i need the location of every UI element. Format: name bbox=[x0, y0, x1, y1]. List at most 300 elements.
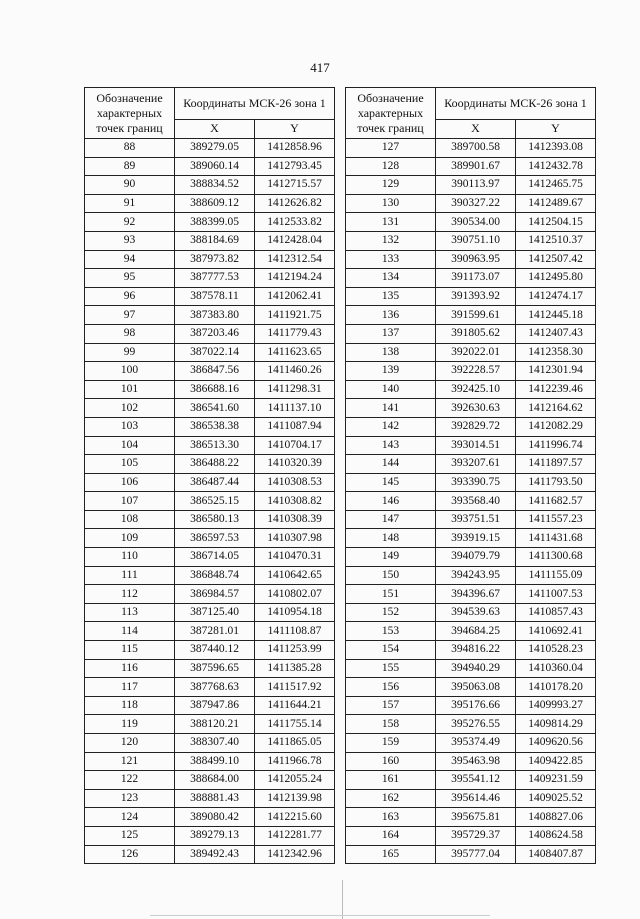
table-row bbox=[85, 362, 335, 381]
table-row bbox=[85, 436, 335, 455]
table-row bbox=[85, 287, 335, 306]
y-coordinate-cell: 1411007.53 bbox=[516, 585, 596, 604]
y-coordinate-cell: 1411779.43 bbox=[255, 324, 335, 343]
y-coordinate-cell: 1412715.57 bbox=[255, 176, 335, 195]
point-id-cell: 145 bbox=[346, 473, 436, 492]
x-coordinate-cell: 388499.10 bbox=[175, 752, 255, 771]
table-row bbox=[346, 455, 596, 474]
table-row bbox=[85, 826, 335, 845]
x-coordinate-cell: 394243.95 bbox=[436, 566, 516, 585]
y-coordinate-cell: 1412393.08 bbox=[516, 139, 596, 158]
point-id-cell: 128 bbox=[346, 157, 436, 176]
table-row bbox=[346, 771, 596, 790]
y-coordinate-cell: 1411517.92 bbox=[255, 678, 335, 697]
x-coordinate-cell: 389279.13 bbox=[175, 826, 255, 845]
x-coordinate-cell: 394816.22 bbox=[436, 641, 516, 660]
table-row bbox=[346, 808, 596, 827]
point-id-cell: 117 bbox=[85, 678, 175, 697]
table-row bbox=[346, 231, 596, 250]
table-row bbox=[85, 678, 335, 697]
table-row bbox=[346, 213, 596, 232]
point-id-cell: 133 bbox=[346, 250, 436, 269]
x-coordinate-cell: 386688.16 bbox=[175, 380, 255, 399]
y-coordinate-cell: 1410704.17 bbox=[255, 436, 335, 455]
x-coordinate-cell: 394396.67 bbox=[436, 585, 516, 604]
point-id-cell: 100 bbox=[85, 362, 175, 381]
y-coordinate-cell: 1412407.43 bbox=[516, 324, 596, 343]
x-coordinate-cell: 387022.14 bbox=[175, 343, 255, 362]
x-coordinate-cell: 387203.46 bbox=[175, 324, 255, 343]
y-coordinate-cell: 1412055.24 bbox=[255, 771, 335, 790]
table-row bbox=[346, 585, 596, 604]
y-coordinate-cell: 1410320.39 bbox=[255, 455, 335, 474]
y-coordinate-cell: 1412342.96 bbox=[255, 845, 335, 864]
point-id-cell: 153 bbox=[346, 622, 436, 641]
table-row bbox=[85, 269, 335, 288]
point-id-cell: 135 bbox=[346, 287, 436, 306]
x-coordinate-cell: 391599.61 bbox=[436, 306, 516, 325]
point-id-cell: 126 bbox=[85, 845, 175, 864]
point-id-cell: 124 bbox=[85, 808, 175, 827]
y-coordinate-cell: 1410308.39 bbox=[255, 510, 335, 529]
y-coordinate-cell: 1412445.18 bbox=[516, 306, 596, 325]
table-row bbox=[346, 659, 596, 678]
table-row bbox=[346, 436, 596, 455]
y-coordinate-cell: 1412358.30 bbox=[516, 343, 596, 362]
point-id-cell: 143 bbox=[346, 436, 436, 455]
point-id-cell: 115 bbox=[85, 641, 175, 660]
table-row bbox=[346, 287, 596, 306]
x-coordinate-cell: 395614.46 bbox=[436, 789, 516, 808]
x-coordinate-cell: 386580.13 bbox=[175, 510, 255, 529]
x-coordinate-cell: 392425.10 bbox=[436, 380, 516, 399]
point-id-cell: 163 bbox=[346, 808, 436, 827]
y-coordinate-cell: 1411087.94 bbox=[255, 417, 335, 436]
y-coordinate-cell: 1408624.58 bbox=[516, 826, 596, 845]
table-row bbox=[346, 548, 596, 567]
x-coordinate-cell: 391393.92 bbox=[436, 287, 516, 306]
y-coordinate-cell: 1412082.29 bbox=[516, 417, 596, 436]
x-coordinate-cell: 386847.56 bbox=[175, 362, 255, 381]
table-row bbox=[85, 194, 335, 213]
y-coordinate-cell: 1412507.42 bbox=[516, 250, 596, 269]
y-coordinate-cell: 1410307.98 bbox=[255, 529, 335, 548]
point-id-cell: 113 bbox=[85, 603, 175, 622]
table-row bbox=[346, 641, 596, 660]
y-coordinate-cell: 1412301.94 bbox=[516, 362, 596, 381]
y-coordinate-cell: 1410470.31 bbox=[255, 548, 335, 567]
point-label-header: Обозначение характерных точек границ bbox=[85, 88, 175, 139]
y-header: Y bbox=[255, 119, 335, 138]
x-coordinate-cell: 393014.51 bbox=[436, 436, 516, 455]
y-coordinate-cell: 1411623.65 bbox=[255, 343, 335, 362]
table-row bbox=[346, 139, 596, 158]
point-id-cell: 158 bbox=[346, 715, 436, 734]
point-id-cell: 109 bbox=[85, 529, 175, 548]
point-id-cell: 104 bbox=[85, 436, 175, 455]
table-row bbox=[85, 306, 335, 325]
point-id-cell: 102 bbox=[85, 399, 175, 418]
y-coordinate-cell: 1412062.41 bbox=[255, 287, 335, 306]
y-coordinate-cell: 1411897.57 bbox=[516, 455, 596, 474]
x-header: X bbox=[436, 119, 516, 138]
x-coordinate-cell: 393390.75 bbox=[436, 473, 516, 492]
x-coordinate-cell: 395777.04 bbox=[436, 845, 516, 864]
table-row bbox=[346, 417, 596, 436]
x-coordinate-cell: 388881.43 bbox=[175, 789, 255, 808]
x-coordinate-cell: 395063.08 bbox=[436, 678, 516, 697]
point-id-cell: 110 bbox=[85, 548, 175, 567]
y-coordinate-cell: 1411921.75 bbox=[255, 306, 335, 325]
point-id-cell: 141 bbox=[346, 399, 436, 418]
y-coordinate-cell: 1409025.52 bbox=[516, 789, 596, 808]
point-id-cell: 156 bbox=[346, 678, 436, 697]
y-coordinate-cell: 1410802.07 bbox=[255, 585, 335, 604]
x-coordinate-cell: 392022.01 bbox=[436, 343, 516, 362]
point-id-cell: 105 bbox=[85, 455, 175, 474]
x-coordinate-cell: 387440.12 bbox=[175, 641, 255, 660]
point-id-cell: 108 bbox=[85, 510, 175, 529]
table-row bbox=[85, 231, 335, 250]
x-coordinate-cell: 387125.40 bbox=[175, 603, 255, 622]
y-coordinate-cell: 1411253.99 bbox=[255, 641, 335, 660]
x-coordinate-cell: 392630.63 bbox=[436, 399, 516, 418]
y-coordinate-cell: 1410857.43 bbox=[516, 603, 596, 622]
table-row bbox=[346, 343, 596, 362]
x-coordinate-cell: 386848.74 bbox=[175, 566, 255, 585]
x-coordinate-cell: 388184.69 bbox=[175, 231, 255, 250]
y-coordinate-cell: 1412626.82 bbox=[255, 194, 335, 213]
x-coordinate-cell: 392829.72 bbox=[436, 417, 516, 436]
table-row bbox=[85, 473, 335, 492]
point-id-cell: 147 bbox=[346, 510, 436, 529]
point-id-cell: 99 bbox=[85, 343, 175, 362]
table-row bbox=[85, 622, 335, 641]
table-row bbox=[346, 380, 596, 399]
point-id-cell: 123 bbox=[85, 789, 175, 808]
x-coordinate-cell: 389080.42 bbox=[175, 808, 255, 827]
x-coordinate-cell: 389060.14 bbox=[175, 157, 255, 176]
x-coordinate-cell: 387768.63 bbox=[175, 678, 255, 697]
y-coordinate-cell: 1411557.23 bbox=[516, 510, 596, 529]
point-id-cell: 155 bbox=[346, 659, 436, 678]
table-row bbox=[346, 845, 596, 864]
table-row bbox=[85, 213, 335, 232]
point-id-cell: 120 bbox=[85, 734, 175, 753]
point-id-cell: 161 bbox=[346, 771, 436, 790]
point-id-cell: 148 bbox=[346, 529, 436, 548]
point-id-cell: 154 bbox=[346, 641, 436, 660]
point-id-cell: 116 bbox=[85, 659, 175, 678]
point-id-cell: 140 bbox=[346, 380, 436, 399]
y-coordinate-cell: 1411137.10 bbox=[255, 399, 335, 418]
y-coordinate-cell: 1412239.46 bbox=[516, 380, 596, 399]
x-coordinate-cell: 387777.53 bbox=[175, 269, 255, 288]
y-coordinate-cell: 1409231.59 bbox=[516, 771, 596, 790]
table-row bbox=[346, 752, 596, 771]
x-coordinate-cell: 387383.80 bbox=[175, 306, 255, 325]
table-row bbox=[346, 306, 596, 325]
point-id-cell: 144 bbox=[346, 455, 436, 474]
y-coordinate-cell: 1410178.20 bbox=[516, 678, 596, 697]
x-coordinate-cell: 395463.98 bbox=[436, 752, 516, 771]
point-id-cell: 111 bbox=[85, 566, 175, 585]
x-coordinate-cell: 393919.15 bbox=[436, 529, 516, 548]
x-coordinate-cell: 388307.40 bbox=[175, 734, 255, 753]
scan-bottom-line bbox=[150, 915, 490, 916]
table-row bbox=[85, 417, 335, 436]
table-row bbox=[346, 622, 596, 641]
scan-fold-line bbox=[342, 880, 343, 919]
x-coordinate-cell: 386714.05 bbox=[175, 548, 255, 567]
point-id-cell: 92 bbox=[85, 213, 175, 232]
coordinates-table-left bbox=[84, 87, 335, 864]
table-row bbox=[85, 510, 335, 529]
y-coordinate-cell: 1409814.29 bbox=[516, 715, 596, 734]
x-coordinate-cell: 395374.49 bbox=[436, 734, 516, 753]
y-coordinate-cell: 1410308.82 bbox=[255, 492, 335, 511]
y-coordinate-cell: 1412428.04 bbox=[255, 231, 335, 250]
x-coordinate-cell: 389700.58 bbox=[436, 139, 516, 158]
table-row bbox=[85, 845, 335, 864]
point-id-cell: 159 bbox=[346, 734, 436, 753]
point-id-cell: 130 bbox=[346, 194, 436, 213]
point-id-cell: 121 bbox=[85, 752, 175, 771]
y-coordinate-cell: 1412504.15 bbox=[516, 213, 596, 232]
x-coordinate-cell: 395729.37 bbox=[436, 826, 516, 845]
table-row bbox=[346, 826, 596, 845]
point-id-cell: 89 bbox=[85, 157, 175, 176]
table-row bbox=[85, 715, 335, 734]
table-row bbox=[85, 492, 335, 511]
point-id-cell: 119 bbox=[85, 715, 175, 734]
y-coordinate-cell: 1412489.67 bbox=[516, 194, 596, 213]
x-coordinate-cell: 395675.81 bbox=[436, 808, 516, 827]
point-id-cell: 93 bbox=[85, 231, 175, 250]
point-id-cell: 125 bbox=[85, 826, 175, 845]
x-coordinate-cell: 386538.38 bbox=[175, 417, 255, 436]
table-row bbox=[346, 734, 596, 753]
x-coordinate-cell: 387947.86 bbox=[175, 696, 255, 715]
x-coordinate-cell: 389279.05 bbox=[175, 139, 255, 158]
point-id-cell: 131 bbox=[346, 213, 436, 232]
x-coordinate-cell: 389901.67 bbox=[436, 157, 516, 176]
y-coordinate-cell: 1411682.57 bbox=[516, 492, 596, 511]
x-coordinate-cell: 386487.44 bbox=[175, 473, 255, 492]
y-coordinate-cell: 1409422.85 bbox=[516, 752, 596, 771]
point-id-cell: 101 bbox=[85, 380, 175, 399]
y-coordinate-cell: 1411385.28 bbox=[255, 659, 335, 678]
y-coordinate-cell: 1412474.17 bbox=[516, 287, 596, 306]
point-id-cell: 134 bbox=[346, 269, 436, 288]
x-coordinate-cell: 390963.95 bbox=[436, 250, 516, 269]
x-coordinate-cell: 391805.62 bbox=[436, 324, 516, 343]
point-id-cell: 132 bbox=[346, 231, 436, 250]
point-id-cell: 122 bbox=[85, 771, 175, 790]
point-id-cell: 151 bbox=[346, 585, 436, 604]
left-table-body bbox=[85, 139, 335, 864]
y-coordinate-cell: 1410360.04 bbox=[516, 659, 596, 678]
y-header: Y bbox=[516, 119, 596, 138]
y-coordinate-cell: 1411155.09 bbox=[516, 566, 596, 585]
y-coordinate-cell: 1411793.50 bbox=[516, 473, 596, 492]
table-row bbox=[346, 510, 596, 529]
table-row bbox=[346, 715, 596, 734]
point-id-cell: 91 bbox=[85, 194, 175, 213]
right-table-body bbox=[346, 139, 596, 864]
point-id-cell: 157 bbox=[346, 696, 436, 715]
point-id-cell: 114 bbox=[85, 622, 175, 641]
table-row bbox=[346, 194, 596, 213]
x-coordinate-cell: 387578.11 bbox=[175, 287, 255, 306]
y-coordinate-cell: 1409993.27 bbox=[516, 696, 596, 715]
y-coordinate-cell: 1412432.78 bbox=[516, 157, 596, 176]
x-coordinate-cell: 386597.53 bbox=[175, 529, 255, 548]
table-row bbox=[85, 548, 335, 567]
point-id-cell: 106 bbox=[85, 473, 175, 492]
y-coordinate-cell: 1412495.80 bbox=[516, 269, 596, 288]
y-coordinate-cell: 1411460.26 bbox=[255, 362, 335, 381]
x-coordinate-cell: 387281.01 bbox=[175, 622, 255, 641]
table-row bbox=[85, 399, 335, 418]
table-row bbox=[346, 603, 596, 622]
table-row bbox=[346, 269, 596, 288]
point-id-cell: 137 bbox=[346, 324, 436, 343]
table-row bbox=[346, 473, 596, 492]
table-row bbox=[85, 157, 335, 176]
table-row bbox=[85, 380, 335, 399]
y-coordinate-cell: 1409620.56 bbox=[516, 734, 596, 753]
x-coordinate-cell: 395541.12 bbox=[436, 771, 516, 790]
y-coordinate-cell: 1410642.65 bbox=[255, 566, 335, 585]
point-id-cell: 142 bbox=[346, 417, 436, 436]
y-coordinate-cell: 1410528.23 bbox=[516, 641, 596, 660]
y-coordinate-cell: 1412858.96 bbox=[255, 139, 335, 158]
point-id-cell: 164 bbox=[346, 826, 436, 845]
point-id-cell: 146 bbox=[346, 492, 436, 511]
y-coordinate-cell: 1411755.14 bbox=[255, 715, 335, 734]
x-header: X bbox=[175, 119, 255, 138]
table-row bbox=[85, 566, 335, 585]
point-id-cell: 165 bbox=[346, 845, 436, 864]
point-id-cell: 96 bbox=[85, 287, 175, 306]
table-row bbox=[85, 603, 335, 622]
table-row bbox=[85, 343, 335, 362]
point-id-cell: 88 bbox=[85, 139, 175, 158]
table-row bbox=[346, 529, 596, 548]
y-coordinate-cell: 1412533.82 bbox=[255, 213, 335, 232]
y-coordinate-cell: 1410954.18 bbox=[255, 603, 335, 622]
x-coordinate-cell: 388684.00 bbox=[175, 771, 255, 790]
x-coordinate-cell: 394079.79 bbox=[436, 548, 516, 567]
y-coordinate-cell: 1412194.24 bbox=[255, 269, 335, 288]
y-coordinate-cell: 1408827.06 bbox=[516, 808, 596, 827]
y-coordinate-cell: 1411996.74 bbox=[516, 436, 596, 455]
point-id-cell: 90 bbox=[85, 176, 175, 195]
point-id-cell: 160 bbox=[346, 752, 436, 771]
y-coordinate-cell: 1412465.75 bbox=[516, 176, 596, 195]
x-coordinate-cell: 387596.65 bbox=[175, 659, 255, 678]
point-id-cell: 112 bbox=[85, 585, 175, 604]
x-coordinate-cell: 388399.05 bbox=[175, 213, 255, 232]
coordinates-table-right bbox=[345, 87, 596, 864]
point-id-cell: 127 bbox=[346, 139, 436, 158]
x-coordinate-cell: 390534.00 bbox=[436, 213, 516, 232]
y-coordinate-cell: 1411966.78 bbox=[255, 752, 335, 771]
y-coordinate-cell: 1412312.54 bbox=[255, 250, 335, 269]
x-coordinate-cell: 394684.25 bbox=[436, 622, 516, 641]
table-row bbox=[85, 324, 335, 343]
table-row bbox=[85, 789, 335, 808]
point-id-cell: 138 bbox=[346, 343, 436, 362]
point-id-cell: 98 bbox=[85, 324, 175, 343]
x-coordinate-cell: 386525.15 bbox=[175, 492, 255, 511]
point-id-cell: 103 bbox=[85, 417, 175, 436]
point-id-cell: 149 bbox=[346, 548, 436, 567]
x-coordinate-cell: 389492.43 bbox=[175, 845, 255, 864]
point-id-cell: 107 bbox=[85, 492, 175, 511]
y-coordinate-cell: 1412164.62 bbox=[516, 399, 596, 418]
x-coordinate-cell: 386488.22 bbox=[175, 455, 255, 474]
x-coordinate-cell: 388120.21 bbox=[175, 715, 255, 734]
point-id-cell: 152 bbox=[346, 603, 436, 622]
x-coordinate-cell: 388834.52 bbox=[175, 176, 255, 195]
table-row bbox=[346, 789, 596, 808]
y-coordinate-cell: 1411865.05 bbox=[255, 734, 335, 753]
point-id-cell: 97 bbox=[85, 306, 175, 325]
table-row bbox=[346, 399, 596, 418]
table-row bbox=[85, 771, 335, 790]
y-coordinate-cell: 1412215.60 bbox=[255, 808, 335, 827]
coord-system-header: Координаты МСК-26 зона 1 bbox=[436, 88, 596, 120]
table-row bbox=[346, 250, 596, 269]
y-coordinate-cell: 1411644.21 bbox=[255, 696, 335, 715]
y-coordinate-cell: 1412281.77 bbox=[255, 826, 335, 845]
table-row bbox=[346, 324, 596, 343]
x-coordinate-cell: 393751.51 bbox=[436, 510, 516, 529]
x-coordinate-cell: 386984.57 bbox=[175, 585, 255, 604]
table-row bbox=[85, 752, 335, 771]
table-row bbox=[85, 659, 335, 678]
table-row bbox=[346, 492, 596, 511]
x-coordinate-cell: 394940.29 bbox=[436, 659, 516, 678]
y-coordinate-cell: 1412510.37 bbox=[516, 231, 596, 250]
table-row bbox=[85, 455, 335, 474]
y-coordinate-cell: 1411300.68 bbox=[516, 548, 596, 567]
table-row bbox=[85, 529, 335, 548]
y-coordinate-cell: 1412793.45 bbox=[255, 157, 335, 176]
table-row bbox=[85, 808, 335, 827]
x-coordinate-cell: 390751.10 bbox=[436, 231, 516, 250]
x-coordinate-cell: 387973.82 bbox=[175, 250, 255, 269]
table-row bbox=[85, 585, 335, 604]
table-row bbox=[85, 139, 335, 158]
table-row bbox=[85, 250, 335, 269]
y-coordinate-cell: 1410692.41 bbox=[516, 622, 596, 641]
point-id-cell: 94 bbox=[85, 250, 175, 269]
point-label-header: Обозначение характерных точек границ bbox=[346, 88, 436, 139]
x-coordinate-cell: 390327.22 bbox=[436, 194, 516, 213]
table-row bbox=[346, 696, 596, 715]
point-id-cell: 129 bbox=[346, 176, 436, 195]
x-coordinate-cell: 390113.97 bbox=[436, 176, 516, 195]
x-coordinate-cell: 394539.63 bbox=[436, 603, 516, 622]
point-id-cell: 118 bbox=[85, 696, 175, 715]
table-row bbox=[346, 566, 596, 585]
x-coordinate-cell: 388609.12 bbox=[175, 194, 255, 213]
y-coordinate-cell: 1411431.68 bbox=[516, 529, 596, 548]
x-coordinate-cell: 395276.55 bbox=[436, 715, 516, 734]
